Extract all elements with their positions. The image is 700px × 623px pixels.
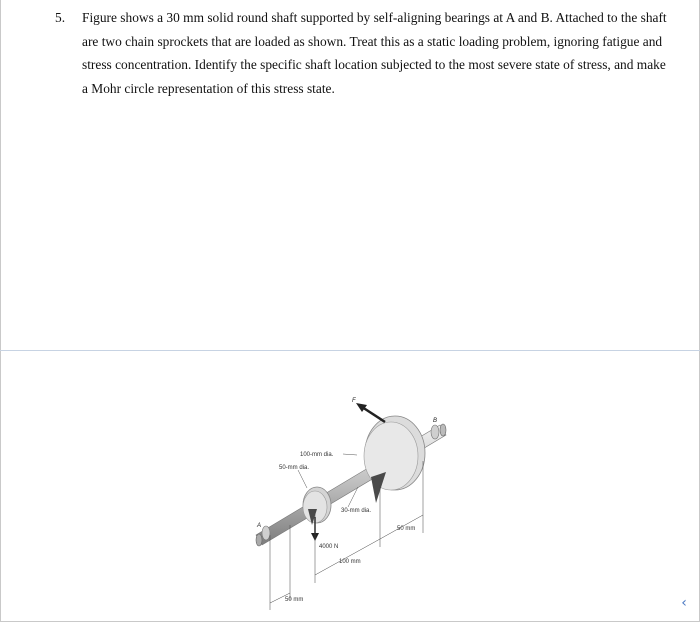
label-a: A [257, 523, 262, 529]
page-divider [0, 350, 700, 351]
label-shaft-dia: 30-mm dia. [341, 508, 372, 514]
shaft-figure [240, 385, 480, 615]
question-text: Figure shows a 30 mm solid round shaft supported by self-aligning bearings at A and B. Attached to the shaft are two chain sprockets that are loaded as shown. Treat this as a static loading problem, ignoring fatigue and stress concentration. Identify the specific shaft location subjected to the most severe state of stress, and make a Mohr circle representation of this stress state. [82, 10, 667, 96]
small-sprocket [303, 487, 331, 525]
label-dim-left: 50 mm [285, 597, 304, 603]
bearing-b [431, 425, 439, 439]
chevron-left-icon[interactable]: ‹ [681, 595, 687, 611]
label-b: B [433, 418, 438, 424]
bearing-a [262, 526, 270, 540]
question-number: 5. [55, 10, 66, 25]
label-load: 4000 N [319, 544, 339, 550]
label-dim-middle: 100 mm [339, 559, 361, 565]
label-large-dia: 100-mm dia. [300, 452, 334, 458]
force-f-arrow [356, 403, 385, 422]
label-dim-right: 50 mm [397, 526, 416, 532]
label-f: F [352, 398, 356, 404]
large-sprocket [364, 416, 425, 503]
label-small-dia: 50-mm dia. [279, 465, 310, 471]
